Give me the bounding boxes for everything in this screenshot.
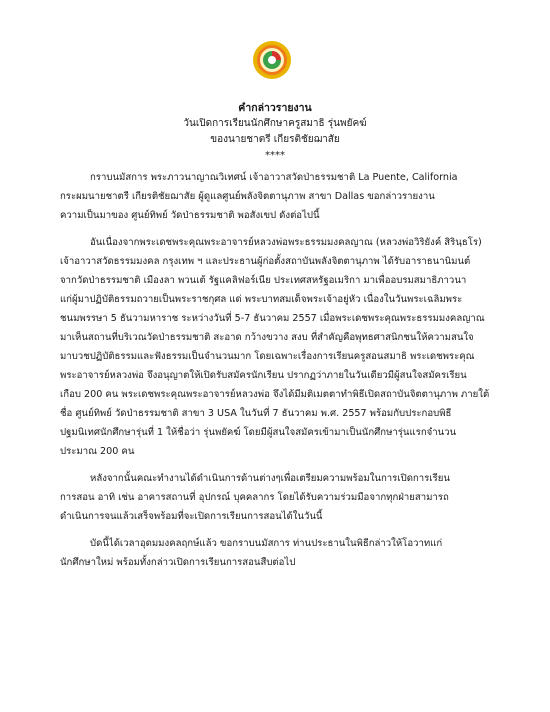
paragraph-line: พระอาจารย์หลวงพ่อ จึงอนุญาตให้เปิดรับสมัครนักเรียน ปรากฏว่าภายในวันเดียวมีผู้สนใจสมัครเรียน [60, 370, 467, 381]
paragraph-line: มาเห็นสถานที่บริเวณวัดป่าธรรมชาติ สะอาด กว้างขวาง สงบ ที่สำคัญคือพุทธศาสนิกชนให้ความสนใจ [60, 332, 474, 343]
paragraph [60, 168, 490, 225]
paragraph-line: ปฐมนิเทศนักศึกษารุ่นที่ 1 ให้ชื่อว่า รุ่นพยัคฆ์ โดยมีผู้สนใจสมัครเข้ามาเป็นนักศึกษารุ่นแรกจำนวน [60, 427, 457, 438]
document-subtitle: วันเปิดการเรียนนักศึกษาครูสมาธิ รุ่นพยัคฆ์ [183, 118, 367, 129]
paragraph-line: หลังจากนั้นคณะทำงานได้ดำเนินการด้านต่างๆเพื่อเตรียมความพร้อมในการเปิดการเรียน [90, 473, 450, 484]
header-stars: **** [265, 150, 285, 161]
paragraph-line: มาบวชปฏิบัติธรรมและฟังธรรมเป็นจำนวนมาก โดยเฉพาะเรื่องการเรียนครูสอนสมาธิ พระเดชพระคุณ [60, 351, 475, 362]
paragraph-line: บัดนี้ได้เวลาอุดมมงคลฤกษ์แล้ว ขอกราบนมัสการ ท่านประธานในพิธีกล่าวให้โอวาทแก่ [90, 538, 443, 549]
paragraph-line: ดำเนินการจนแล้วเสร็จพร้อมที่จะเปิดการเรียนการสอนได้ในวันนี้ [60, 511, 323, 522]
paragraph-line: ประมาณ 200 คน [60, 446, 135, 457]
document-header [0, 100, 550, 164]
paragraph-line: เจ้าอาวาสวัดธรรมมงคล กรุงเทพ ฯ และประธานผู้ก่อตั้งสถาบันพลังจิตตานุภาพ ได้รับอาราธนานิมนต์ [60, 256, 471, 267]
paragraph [60, 469, 490, 526]
paragraph-line: กราบนมัสการ พระภาวนาญาณวิเทศน์ เจ้าอาวาสวัดป่าธรรมชาติ La Puente, California [90, 172, 458, 183]
document-body [60, 168, 490, 572]
paragraph-line: ความเป็นมาของ ศูนย์ทิพย์ วัดป่าธรรมชาติ พอสังเขป ดังต่อไปนี้ [60, 210, 320, 221]
paragraph [60, 233, 490, 461]
paragraph-line: แก่ผู้มาปฏิบัติธรรมถวายเป็นพระราชกุศล แด่ พระบาทสมเด็จพระเจ้าอยู่หัว เนื่องในวันพระเฉลิมพระ [60, 294, 463, 305]
institute-emblem [252, 40, 292, 80]
paragraph-line: การสอน อาทิ เช่น อาคารสถานที่ อุปกรณ์ บุคคลากร โดยได้รับความร่วมมือจากทุกฝ่ายสามารถ [60, 492, 449, 503]
paragraph-line: เกือบ 200 คน พระเดชพระคุณพระอาจารย์หลวงพ่อ จึงได้มีมติเมตตาทำพิธีเปิดสถาบันจิตตานุภาพ ภายใต้ [60, 389, 490, 400]
paragraph-line: อันเนื่องจากพระเดชพระคุณพระอาจารย์หลวงพ่อพระธรรมมงคลญาณ (หลวงพ่อวิริยังค์ สิรินฺธโร) [90, 237, 482, 248]
paragraph [60, 534, 490, 572]
document-speaker: ของนายชาตรี เกียรติชัยฌาสัย [210, 134, 340, 145]
document-title: คำกล่าวรายงาน [238, 102, 312, 114]
paragraph-line: ชนมพรรษา 5 ธันวามหาราช ระหว่างวันที่ 5-7 ธันวาคม 2557 เมื่อพระเดชพระคุณพระธรรมมงคลญาณ [60, 313, 485, 324]
paragraph-line: นักศึกษาใหม่ พร้อมทั้งกล่าวเปิดการเรียนการสอนสืบต่อไป [60, 557, 296, 568]
paragraph-line: ชื่อ ศูนย์ทิพย์ วัดป่าธรรมชาติ สาขา 3 USA ในวันที่ 7 ธันวาคม พ.ศ. 2557 พร้อมกับประกอบพิธี [60, 408, 452, 419]
paragraph-line: กระผมนายชาตรี เกียรติชัยฌาสัย ผู้ดูแลศูนย์พลังจิตตานุภาพ สาขา Dallas ขอกล่าวรายงาน [60, 191, 435, 202]
paragraph-line: จากวัดป่าธรรมชาติ เมืองลา พวนเต้ รัฐแคลิฟอร์เนีย ประเทศสหรัฐอเมริกา มาเพื่ออบรมสมาธิภาวนา [60, 275, 467, 286]
